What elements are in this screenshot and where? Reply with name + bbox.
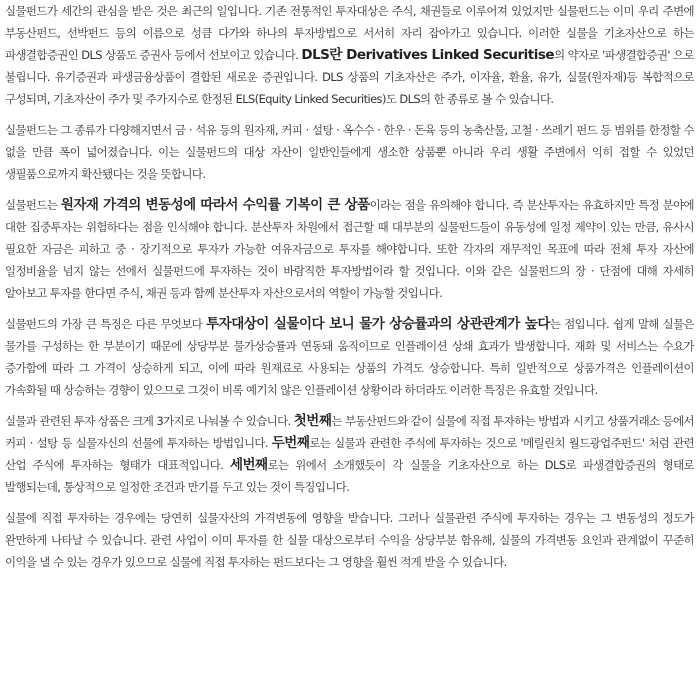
text-segment: 실물펀드의 가장 큰 특징은 다른 무엇보다 <box>5 317 207 331</box>
text-segment: 실물에 직접 투자하는 경우에는 당연히 실물자산의 가격변동에 영향을 받습니다. 그러나 실물관련 주식에 투자하는 경우는 그 변동성의 정도가 완만하게 나타날 수 있습니다. 관련 사업이 이미 투자를 한 실물 대상으로부터 수익을 상당부분 함유해, 실물의 가격변동 요인과 관계없이 꾸준히 이익을 낼 수 있는 경우가 있으므로 실물에 직접 투자하는 펀드보다는 그 영향을 훨씬 적게 받을 수 있습니다. <box>5 511 694 569</box>
text-segment: 는 점입니다. 쉽게 말해 실물은 물가를 구성하는 한 부분이기 때문에 상당부분 물가상승률과 연동돼 움직이므로 인플레이션 상쇄 효과가 발생합니다. 재화 및 서비스는 수요가 증가함에 따라 그 가격이 상승하게 되고, 이에 따라 원재료로 사용되는 상품의 가격도 상승합니다. 특히 일반적으로 상품가격은 인플레이션이 가속화될 때 상승하는 경향이 있으므로 그것이 비록 예기치 않은 인플레이션 상황이라 하더라도 이러한 특징은 유효할 것입니다. <box>5 317 695 397</box>
text-segment: 실물펀드는 <box>5 198 61 212</box>
paragraph-gap <box>5 110 694 119</box>
paragraph-inflation <box>5 313 694 401</box>
paragraph-dls-intro <box>5 0 694 110</box>
third-type-label: 세번째 <box>229 457 268 473</box>
text-segment: 실물펀드가 세간의 관심을 받은 것은 최근의 일입니다. 기존 전통적인 투자대상은 주식, 채권들로 이루어져 있었지만 실물펀드는 이미 우리 주변에 부동산펀드, 선박펀드 등의 이름으로 성큼 다가와 하나의 투자방법으로 서서히 자리 잡아가고 있습니다. 이러한 실물을 기초자산으로 하는 파생결합증권인 DLS 상품도 증권사 등에서 선보이고 있습니다. <box>5 4 694 62</box>
text-segment: 실물펀드는 그 종류가 다양해지면서 금 · 석유 등의 원자재, 커피 · 설탕 · 옥수수 · 한우 · 돈육 등의 농축산물, 고철 · 쓰레기 펀드 등 범위를 한정할 수 없을 만큼 폭이 넓어졌습니다. 이는 실물펀드의 대상 자산이 일반인들에게 생소한 상품뿐 아니라 우리 생활 주변에서 익히 접할 수 있었던 생필품으로까지 확산됐다는 것을 뜻합니다. <box>5 123 694 181</box>
paragraph-direct-investment <box>5 507 694 573</box>
dls-definition-highlight: DLS란 Derivatives Linked Securitise <box>301 47 555 63</box>
volatility-highlight: 원자재 가격의 변동성에 따라서 수익률 기복이 큰 상품 <box>60 197 370 213</box>
paragraph-three-types <box>5 410 694 498</box>
paragraph-volatility <box>5 194 694 304</box>
text-segment: 로는 실물과 관련한 주식에 투자하는 것으로 '메릴린치 월드광업주펀드' 처럼 관련 산업 주식에 투자하는 형태가 대표적입니다. <box>5 436 694 472</box>
text-segment: 로는 위에서 소개했듯이 각 실물을 기초자산으로 하는 DLS로 파생결합증권의 형태로 발행되는데, 통상적으로 일정한 조건과 만기를 두고 있는 것이 특징입니다. <box>5 458 694 494</box>
inflation-highlight: 투자대상이 실물이다 보니 물가 상승률과의 상관관계가 높다 <box>206 316 550 332</box>
paragraph-gap <box>5 304 694 313</box>
text-segment: 의 약자로 '파생결합증권' 으로 불립니다. 유기증권과 파생금융상품이 결합된 새로운 증권입니다. DLS 상품의 기초자산은 주가, 이자율, 환율, 유가, 실물(원자재)등 복합적으로 구성되며, 기초자산이 주가 및 주가지수로 한정된 ELS(Equity Linked Securities)도 DLS의 한 종류로 볼 수 있습니다. <box>5 48 694 106</box>
paragraph-gap <box>5 185 694 194</box>
text-segment: 실물과 관련된 투자 상품은 크게 3가지로 나눠볼 수 있습니다. <box>5 414 294 428</box>
text-segment: 는 부동산펀드와 같이 실물에 직접 투자하는 방법과 시키고 상품거래소 등에서 커피 · 설탕 등 실물자신의 선물에 투자하는 방법입니다. <box>5 414 694 450</box>
second-type-label: 두번째 <box>271 435 310 451</box>
first-type-label: 첫번째 <box>293 413 332 429</box>
paragraph-gap <box>5 498 694 507</box>
paragraph-gap <box>5 401 694 410</box>
paragraph-fund-types <box>5 119 694 185</box>
text-segment: 이라는 점을 유의해야 합니다. 즉 분산투자는 유효하지만 특정 분야에 대한 집중투자는 위험하다는 점을 인식해야 합니다. 분산투자 차원에서 접근할 때 대부분의 실물펀드들이 유동성에 일정 제약이 있는 만큼, 유사시 필요한 자금은 피하고 중 · 장기적으로 투자가 가능한 여유자금으로 투자를 해야합니다. 또한 각자의 재무적인 목표에 따라 전체 투자 자산에 일정비율을 넘지 않는 선에서 실물펀드에 투자하는 것이 바람직한 투자방법이라 할 것입니다. 이와 같은 실물펀드의 장 · 단점에 대해 자세히 알아보고 투자를 한다면 주식, 채권 등과 함께 분산투자 자산으로서의 역할이 가능할 것입니다. <box>5 198 694 300</box>
